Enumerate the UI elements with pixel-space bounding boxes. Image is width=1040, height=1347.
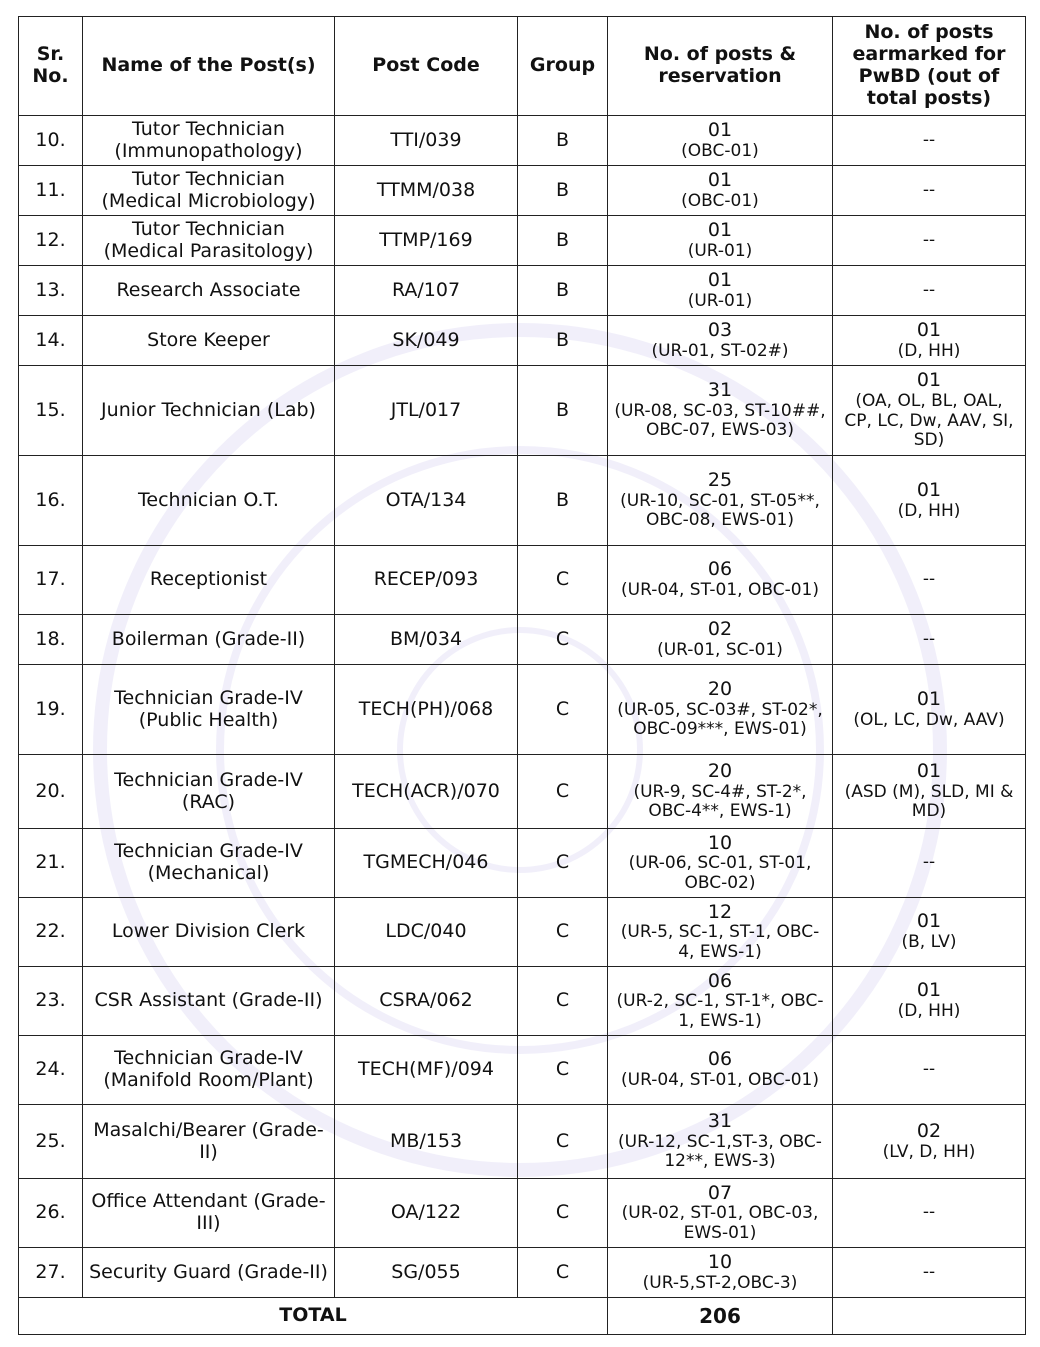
- post-name-cell: Store Keeper: [83, 316, 335, 366]
- group-cell: C: [518, 1179, 608, 1248]
- total-label: TOTAL: [19, 1298, 608, 1335]
- pwbd-categories: --: [922, 628, 936, 649]
- group-cell: B: [518, 116, 608, 166]
- reservation-cell: [608, 546, 833, 615]
- pwbd-categories: --: [922, 1059, 936, 1080]
- post-count: 20: [707, 760, 733, 783]
- post-count: 12: [707, 900, 733, 923]
- group-cell: B: [518, 456, 608, 546]
- reservation-breakdown: (UR-10, SC-01, ST-05**, OBC-08, EWS-01): [620, 490, 820, 531]
- sr-no-cell: 15.: [19, 366, 83, 456]
- reservation-breakdown: (UR-01): [687, 240, 753, 261]
- pwbd-categories: --: [922, 1261, 936, 1282]
- group-cell: C: [518, 546, 608, 615]
- post-count: 31: [707, 379, 733, 402]
- pwbd-cell: [833, 456, 1026, 546]
- reservation-cell: [608, 898, 833, 967]
- pwbd-count: 01: [916, 369, 942, 392]
- reservation-breakdown: (UR-9, SC-4#, ST-2*, OBC-4**, EWS-1): [633, 781, 807, 822]
- pwbd-count: 01: [916, 318, 942, 341]
- table-row: [19, 1105, 1026, 1179]
- post-name-cell: Tutor Technician (Medical Parasitology): [83, 216, 335, 266]
- post-code-cell: BM/034: [335, 615, 518, 665]
- post-name-cell: Receptionist: [83, 546, 335, 615]
- header-post-name: Name of the Post(s): [83, 17, 335, 116]
- sr-no-cell: 20.: [19, 755, 83, 829]
- header-pwbd: No. of posts earmarked for PwBD (out of total posts): [833, 17, 1026, 116]
- post-count: 01: [707, 268, 733, 291]
- post-code-cell: SG/055: [335, 1248, 518, 1298]
- post-code-cell: CSRA/062: [335, 967, 518, 1036]
- pwbd-categories: --: [922, 1202, 936, 1223]
- post-code-cell: MB/153: [335, 1105, 518, 1179]
- table-row: [19, 216, 1026, 266]
- group-cell: C: [518, 755, 608, 829]
- sr-no-cell: 23.: [19, 967, 83, 1036]
- post-name-cell: Boilerman (Grade-II): [83, 615, 335, 665]
- post-code-cell: TTMP/169: [335, 216, 518, 266]
- table-row: [19, 755, 1026, 829]
- table-row: [19, 1036, 1026, 1105]
- reservation-cell: [608, 116, 833, 166]
- post-name-cell: Lower Division Clerk: [83, 898, 335, 967]
- pwbd-cell: [833, 829, 1026, 898]
- pwbd-count: 01: [916, 910, 942, 933]
- table-row: [19, 316, 1026, 366]
- pwbd-cell: [833, 967, 1026, 1036]
- group-cell: C: [518, 615, 608, 665]
- sr-no-cell: 13.: [19, 266, 83, 316]
- header-post-code: Post Code: [335, 17, 518, 116]
- header-reservation: No. of posts & reservation: [608, 17, 833, 116]
- pwbd-categories: --: [922, 852, 936, 873]
- reservation-breakdown: (UR-05, SC-03#, ST-02*, OBC-09***, EWS-01): [617, 699, 823, 740]
- reservation-cell: [608, 1105, 833, 1179]
- pwbd-categories: --: [922, 279, 936, 300]
- table-row: [19, 456, 1026, 546]
- sr-no-cell: 16.: [19, 456, 83, 546]
- pwbd-categories: --: [922, 569, 936, 590]
- group-cell: B: [518, 366, 608, 456]
- reservation-cell: [608, 166, 833, 216]
- pwbd-cell: [833, 1105, 1026, 1179]
- pwbd-cell: [833, 1179, 1026, 1248]
- reservation-breakdown: (UR-5,ST-2,OBC-3): [642, 1272, 798, 1293]
- sr-no-cell: 26.: [19, 1179, 83, 1248]
- group-cell: C: [518, 665, 608, 755]
- sr-no-cell: 11.: [19, 166, 83, 216]
- pwbd-cell: [833, 266, 1026, 316]
- reservation-breakdown: (OBC-01): [681, 190, 759, 211]
- post-code-cell: LDC/040: [335, 898, 518, 967]
- post-count: 31: [707, 1110, 733, 1133]
- group-cell: B: [518, 216, 608, 266]
- sr-no-cell: 14.: [19, 316, 83, 366]
- pwbd-cell: [833, 898, 1026, 967]
- post-code-cell: OTA/134: [335, 456, 518, 546]
- post-count: 06: [707, 1048, 733, 1071]
- post-name-cell: Technician Grade-IV (RAC): [83, 755, 335, 829]
- post-count: 06: [707, 558, 733, 581]
- group-cell: C: [518, 829, 608, 898]
- pwbd-cell: [833, 316, 1026, 366]
- post-name-cell: Technician Grade-IV (Mechanical): [83, 829, 335, 898]
- reservation-cell: [608, 665, 833, 755]
- header-row: [19, 17, 1026, 116]
- reservation-cell: [608, 755, 833, 829]
- reservation-breakdown: (UR-04, ST-01, OBC-01): [621, 580, 819, 601]
- pwbd-cell: [833, 546, 1026, 615]
- pwbd-count: 02: [916, 1119, 942, 1142]
- post-name-cell: Technician O.T.: [83, 456, 335, 546]
- total-row: [19, 1298, 1026, 1335]
- pwbd-count: 01: [916, 979, 942, 1002]
- reservation-cell: [608, 266, 833, 316]
- group-cell: C: [518, 1248, 608, 1298]
- table-row: [19, 829, 1026, 898]
- post-count: 10: [707, 831, 733, 854]
- reservation-cell: [608, 216, 833, 266]
- sr-no-cell: 25.: [19, 1105, 83, 1179]
- pwbd-categories: --: [922, 129, 936, 150]
- pwbd-count: 01: [916, 687, 942, 710]
- group-cell: B: [518, 266, 608, 316]
- sr-no-cell: 12.: [19, 216, 83, 266]
- reservation-breakdown: (UR-02, ST-01, OBC-03, EWS-01): [621, 1203, 819, 1243]
- reservation-breakdown: (UR-2, SC-1, ST-1*, OBC-1, EWS-1): [616, 991, 824, 1031]
- pwbd-count: 01: [916, 760, 942, 783]
- post-code-cell: RECEP/093: [335, 546, 518, 615]
- sr-no-cell: 21.: [19, 829, 83, 898]
- sr-no-cell: 27.: [19, 1248, 83, 1298]
- pwbd-cell: [833, 615, 1026, 665]
- post-count: 20: [707, 678, 733, 701]
- post-count: 25: [707, 469, 733, 492]
- reservation-breakdown: (UR-01): [687, 290, 753, 311]
- reservation-cell: [608, 967, 833, 1036]
- reservation-cell: [608, 316, 833, 366]
- post-name-cell: Junior Technician (Lab): [83, 366, 335, 456]
- group-cell: B: [518, 166, 608, 216]
- reservation-breakdown: (OBC-01): [681, 140, 759, 161]
- reservation-cell: [608, 829, 833, 898]
- total-value: 206: [608, 1298, 833, 1335]
- reservation-breakdown: (UR-12, SC-1,ST-3, OBC-12**, EWS-3): [618, 1131, 822, 1172]
- post-count: 07: [707, 1181, 733, 1204]
- table-row: [19, 665, 1026, 755]
- pwbd-cell: [833, 116, 1026, 166]
- table-row: [19, 967, 1026, 1036]
- pwbd-cell: [833, 665, 1026, 755]
- pwbd-cell: [833, 755, 1026, 829]
- post-name-cell: Tutor Technician (Immunopathology): [83, 116, 335, 166]
- reservation-breakdown: (UR-06, SC-01, ST-01, OBC-02): [628, 853, 812, 893]
- total-pwbd-empty: [833, 1298, 1026, 1335]
- pwbd-categories: (OL, LC, Dw, AAV): [853, 709, 1005, 730]
- pwbd-categories: (OA, OL, BL, OAL, CP, LC, Dw, AAV, SI, SD): [844, 391, 1014, 451]
- post-count: 02: [707, 617, 733, 640]
- header-group: Group: [518, 17, 608, 116]
- pwbd-categories: (D, HH): [897, 340, 961, 361]
- group-cell: C: [518, 967, 608, 1036]
- table-row: [19, 1179, 1026, 1248]
- post-name-cell: Tutor Technician (Medical Microbiology): [83, 166, 335, 216]
- post-count: 06: [707, 969, 733, 992]
- post-code-cell: TECH(ACR)/070: [335, 755, 518, 829]
- pwbd-categories: --: [922, 229, 936, 250]
- post-count: 10: [707, 1250, 733, 1273]
- sr-no-cell: 10.: [19, 116, 83, 166]
- table-row: [19, 615, 1026, 665]
- post-name-cell: CSR Assistant (Grade-II): [83, 967, 335, 1036]
- sr-no-cell: 22.: [19, 898, 83, 967]
- post-code-cell: OA/122: [335, 1179, 518, 1248]
- post-code-cell: TECH(MF)/094: [335, 1036, 518, 1105]
- sr-no-cell: 17.: [19, 546, 83, 615]
- pwbd-count: 01: [916, 478, 942, 501]
- header-sr-no: Sr. No.: [19, 17, 83, 116]
- reservation-cell: [608, 456, 833, 546]
- table-row: [19, 1248, 1026, 1298]
- table-row: [19, 266, 1026, 316]
- post-name-cell: Technician Grade-IV (Public Health): [83, 665, 335, 755]
- table-row: [19, 166, 1026, 216]
- post-code-cell: TTMM/038: [335, 166, 518, 216]
- pwbd-categories: (ASD (M), SLD, MI & MD): [844, 781, 1014, 822]
- post-name-cell: Technician Grade-IV (Manifold Room/Plant): [83, 1036, 335, 1105]
- group-cell: B: [518, 316, 608, 366]
- post-count: 03: [707, 318, 733, 341]
- reservation-breakdown: (UR-08, SC-03, ST-10##, OBC-07, EWS-03): [614, 400, 826, 441]
- pwbd-cell: [833, 216, 1026, 266]
- post-name-cell: Security Guard (Grade-II): [83, 1248, 335, 1298]
- post-code-cell: SK/049: [335, 316, 518, 366]
- reservation-cell: [608, 1036, 833, 1105]
- posts-table: [18, 16, 1026, 1335]
- table-row: [19, 116, 1026, 166]
- table-row: [19, 366, 1026, 456]
- reservation-cell: [608, 1248, 833, 1298]
- post-name-cell: Office Attendant (Grade-III): [83, 1179, 335, 1248]
- sr-no-cell: 19.: [19, 665, 83, 755]
- reservation-breakdown: (UR-01, ST-02#): [651, 340, 789, 361]
- pwbd-categories: (LV, D, HH): [882, 1141, 976, 1162]
- pwbd-categories: (B, LV): [901, 932, 957, 953]
- post-code-cell: TGMECH/046: [335, 829, 518, 898]
- reservation-cell: [608, 1179, 833, 1248]
- post-name-cell: Research Associate: [83, 266, 335, 316]
- table-row: [19, 546, 1026, 615]
- pwbd-categories: --: [922, 179, 936, 200]
- reservation-cell: [608, 366, 833, 456]
- table-row: [19, 898, 1026, 967]
- pwbd-cell: [833, 1036, 1026, 1105]
- post-code-cell: TTI/039: [335, 116, 518, 166]
- reservation-breakdown: (UR-04, ST-01, OBC-01): [621, 1070, 819, 1091]
- pwbd-cell: [833, 1248, 1026, 1298]
- post-count: 01: [707, 218, 733, 241]
- reservation-cell: [608, 615, 833, 665]
- pwbd-categories: (D, HH): [897, 1001, 961, 1022]
- post-code-cell: TECH(PH)/068: [335, 665, 518, 755]
- pwbd-categories: (D, HH): [897, 500, 961, 521]
- reservation-breakdown: (UR-5, SC-1, ST-1, OBC-4, EWS-1): [620, 922, 820, 962]
- post-name-cell: Masalchi/Bearer (Grade-II): [83, 1105, 335, 1179]
- sr-no-cell: 24.: [19, 1036, 83, 1105]
- post-count: 01: [707, 118, 733, 141]
- post-code-cell: RA/107: [335, 266, 518, 316]
- post-count: 01: [707, 168, 733, 191]
- pwbd-cell: [833, 366, 1026, 456]
- group-cell: C: [518, 1036, 608, 1105]
- post-code-cell: JTL/017: [335, 366, 518, 456]
- group-cell: C: [518, 898, 608, 967]
- pwbd-cell: [833, 166, 1026, 216]
- reservation-breakdown: (UR-01, SC-01): [657, 639, 783, 660]
- sr-no-cell: 18.: [19, 615, 83, 665]
- group-cell: C: [518, 1105, 608, 1179]
